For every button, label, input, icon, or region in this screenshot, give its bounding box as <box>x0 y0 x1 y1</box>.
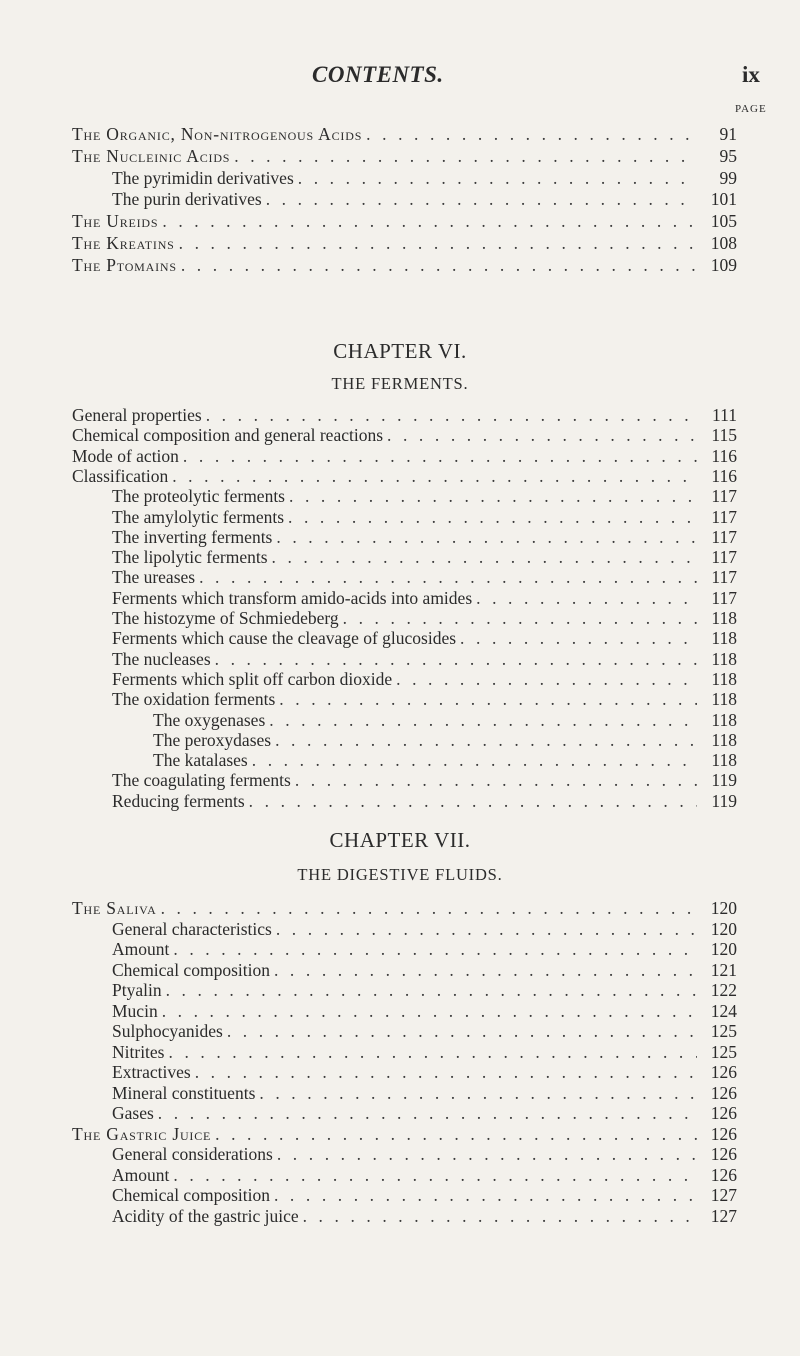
toc-entry-title: Ptyalin <box>112 980 162 1000</box>
dot-leader <box>298 168 697 189</box>
toc-entry <box>72 124 737 146</box>
toc-entry-title: Chemical composition <box>112 1185 270 1205</box>
dot-leader <box>249 791 697 812</box>
toc-entry <box>112 567 737 589</box>
dot-leader <box>266 189 697 210</box>
toc-entry-page: 101 <box>710 189 737 210</box>
dot-leader <box>259 1083 697 1104</box>
toc-entry-title: Reducing ferments <box>112 790 245 811</box>
dot-leader <box>162 1001 697 1022</box>
toc-entry <box>72 405 737 427</box>
toc-entry <box>112 689 737 711</box>
dot-leader <box>274 960 697 981</box>
toc-entry-page: 118 <box>711 709 737 730</box>
toc-entry <box>112 547 737 569</box>
toc-entry-title: Chemical composition <box>112 959 270 980</box>
toc-entry <box>112 770 737 792</box>
toc-entry-title: The pyrimidin derivatives <box>112 167 294 188</box>
toc-entry-title: The oxidation ferments <box>112 689 276 710</box>
toc-entry-title: Amount <box>112 939 170 959</box>
toc-entry-page: 111 <box>712 405 737 425</box>
toc-entry <box>112 588 737 610</box>
chapter-7-title: THE DIGESTIVE FLUIDS. <box>297 865 503 884</box>
dot-leader <box>169 1042 698 1063</box>
toc-entry <box>72 211 737 233</box>
toc-entry-page: 120 <box>710 939 737 959</box>
toc-entry-title: The Kreatins <box>72 233 175 253</box>
dot-leader <box>289 486 697 507</box>
toc-entry-title: The Nucleinic Acids <box>72 145 231 166</box>
dot-leader <box>252 750 697 771</box>
toc-entry-title: The Ureids <box>72 211 159 232</box>
toc-entry <box>112 980 737 1002</box>
toc-entry-page: 119 <box>711 790 737 811</box>
toc-entry-title: Gases <box>112 1103 154 1123</box>
toc-entry-title: The ureases <box>112 567 196 588</box>
toc-entry-page: 95 <box>719 145 737 166</box>
toc-entry-title: General considerations <box>112 1144 273 1164</box>
toc-entry-title: Ferments which split off carbon dioxide <box>112 668 393 689</box>
toc-entry-title: The proteolytic ferments <box>112 486 285 507</box>
toc-entry <box>112 791 737 813</box>
dot-leader <box>183 446 697 467</box>
toc-entry-title: The inverting ferments <box>112 526 273 547</box>
dot-leader <box>172 466 697 487</box>
toc-entry <box>72 146 737 168</box>
toc-entry-title: Extractives <box>112 1062 191 1082</box>
toc-entry <box>112 168 737 190</box>
dot-leader <box>181 255 697 276</box>
toc-entry-page: 119 <box>711 770 737 791</box>
toc-entry <box>112 1144 737 1166</box>
dot-leader <box>366 124 697 145</box>
toc-entry-page: 117 <box>711 506 737 527</box>
toc-entry <box>112 1103 737 1125</box>
toc-entry-page: 122 <box>710 980 737 1000</box>
toc-entry-page: 118 <box>711 729 737 750</box>
toc-entry-page: 117 <box>711 547 737 568</box>
toc-entry-title: Classification <box>72 465 169 486</box>
dot-leader <box>295 770 697 791</box>
chapter-6-heading: CHAPTER VI. <box>333 339 467 363</box>
toc-entry-title: The Saliva <box>72 898 157 918</box>
toc-entry-title: Amount <box>112 1164 170 1185</box>
toc-entry-page: 126 <box>710 1103 737 1123</box>
toc-entry-page: 105 <box>710 211 737 232</box>
dot-leader <box>161 898 697 919</box>
toc-entry-page: 120 <box>710 918 737 939</box>
toc-entry-title: Mucin <box>112 1000 158 1021</box>
dot-leader <box>387 425 697 446</box>
toc-entry <box>112 919 737 941</box>
toc-entry-page: 126 <box>710 1062 737 1082</box>
toc-entry <box>72 466 737 488</box>
toc-entry <box>112 1165 737 1187</box>
toc-entry-page: 118 <box>711 648 737 669</box>
dot-leader <box>276 919 697 940</box>
toc-entry <box>112 960 737 982</box>
toc-entry-page: 125 <box>710 1021 737 1041</box>
toc-entry <box>72 233 737 255</box>
page-number: ix <box>742 62 760 87</box>
dot-leader <box>279 689 697 710</box>
toc-entry <box>112 507 737 529</box>
page-column-label: PAGE <box>735 103 767 115</box>
toc-entry <box>112 1206 737 1228</box>
toc-entry <box>112 527 737 549</box>
dot-leader <box>288 507 697 528</box>
toc-entry-title: Sulphocyanides <box>112 1021 223 1041</box>
dot-leader <box>343 608 697 629</box>
toc-entry-page: 108 <box>710 233 737 253</box>
toc-entry-title: The histozyme of Schmiedeberg <box>112 608 339 628</box>
toc-entry-page: 115 <box>711 425 737 446</box>
toc-entry-title: The lipolytic ferments <box>112 547 268 568</box>
dot-leader <box>275 730 697 751</box>
toc-entry <box>153 710 737 732</box>
toc-entry <box>112 189 737 211</box>
toc-entry-title: The nucleases <box>112 648 211 669</box>
toc-entry <box>72 425 737 447</box>
toc-entry-page: 118 <box>711 689 737 710</box>
toc-entry-page: 99 <box>719 167 737 188</box>
toc-entry-title: The katalases <box>153 750 248 771</box>
toc-entry <box>72 898 737 920</box>
toc-entry-title: Chemical composition and general reactions <box>72 425 384 446</box>
toc-entry-page: 127 <box>710 1185 737 1205</box>
toc-entry-page: 116 <box>711 445 737 466</box>
toc-entry <box>72 1124 737 1146</box>
dot-leader <box>277 1144 697 1165</box>
toc-entry-page: 121 <box>710 959 737 980</box>
dot-leader <box>173 939 697 960</box>
toc-entry-title: Nitrites <box>112 1041 165 1062</box>
toc-entry <box>112 649 737 671</box>
toc-entry-page: 116 <box>711 465 737 486</box>
toc-entry-title: Mode of action <box>72 445 179 466</box>
toc-entry-page: 126 <box>710 1164 737 1185</box>
toc-entry-title: The Organic, Non-nitrogenous Acids <box>72 124 363 144</box>
toc-entry-page: 125 <box>710 1041 737 1062</box>
toc-entry-title: The coagulating ferments <box>112 770 291 791</box>
toc-entry <box>112 1021 737 1043</box>
dot-leader <box>179 233 697 254</box>
toc-entry-page: 126 <box>710 1144 737 1164</box>
toc-entry-title: Acidity of the gastric juice <box>112 1205 299 1226</box>
dot-leader <box>206 405 697 426</box>
dot-leader <box>460 628 697 649</box>
dot-leader <box>269 710 697 731</box>
toc-entry-page: 118 <box>711 668 737 689</box>
toc-entry <box>112 486 737 508</box>
toc-entry-page: 91 <box>719 124 737 144</box>
dot-leader <box>199 567 697 588</box>
toc-entry <box>112 1001 737 1023</box>
dot-leader <box>166 980 697 1001</box>
toc-entry <box>72 446 737 468</box>
toc-entry-title: General properties <box>72 405 202 425</box>
dot-leader <box>215 1124 697 1145</box>
toc-entry <box>112 1062 737 1084</box>
chapter-7-heading: CHAPTER VII. <box>329 828 471 852</box>
dot-leader <box>276 527 697 548</box>
toc-entry-page: 109 <box>710 254 737 275</box>
toc-entry-page: 118 <box>711 750 737 771</box>
dot-leader <box>195 1062 697 1083</box>
dot-leader <box>158 1103 697 1124</box>
toc-entry-title: General characteristics <box>112 918 272 939</box>
toc-entry <box>112 1083 737 1105</box>
toc-entry-page: 126 <box>710 1123 737 1144</box>
toc-entry-title: Mineral constituents <box>112 1082 256 1103</box>
dot-leader <box>173 1165 697 1186</box>
toc-entry-title: The oxygenases <box>153 709 266 730</box>
toc-entry <box>112 669 737 691</box>
toc-entry <box>153 730 737 752</box>
toc-entry-title: The purin derivatives <box>112 189 262 210</box>
toc-entry-page: 126 <box>710 1082 737 1103</box>
toc-entry <box>72 255 737 277</box>
dot-leader <box>303 1206 697 1227</box>
toc-entry-title: The peroxydases <box>153 729 272 750</box>
toc-entry <box>112 1185 737 1207</box>
toc-entry <box>112 628 737 650</box>
dot-leader <box>234 146 697 167</box>
dot-leader <box>274 1185 697 1206</box>
toc-entry-page: 118 <box>711 608 737 628</box>
toc-entry-page: 117 <box>711 486 737 507</box>
dot-leader <box>476 588 697 609</box>
dot-leader <box>272 547 697 568</box>
toc-entry-title: The amylolytic ferments <box>112 506 285 527</box>
toc-entry-title: The Gastric Juice <box>72 1123 212 1144</box>
toc-entry-page: 124 <box>710 1000 737 1021</box>
dot-leader <box>396 669 697 690</box>
dot-leader <box>227 1021 697 1042</box>
toc-entry <box>112 1042 737 1064</box>
toc-entry-page: 118 <box>711 628 737 649</box>
toc-entry-page: 127 <box>710 1205 737 1226</box>
toc-entry-title: The Ptomains <box>72 254 177 275</box>
toc-entry-page: 117 <box>711 526 737 547</box>
dot-leader <box>162 211 697 232</box>
toc-entry <box>112 608 737 630</box>
running-title: CONTENTS. <box>312 62 444 87</box>
toc-entry <box>153 750 737 772</box>
toc-entry-page: 120 <box>710 898 737 918</box>
toc-entry <box>112 939 737 961</box>
toc-entry-page: 117 <box>711 587 737 608</box>
toc-entry-title: Ferments which cause the cleavage of glucosides <box>112 628 457 649</box>
chapter-6-title: THE FERMENTS. <box>331 374 469 393</box>
toc-entry-page: 117 <box>711 567 737 588</box>
toc-entry-title: Ferments which transform amido-acids into amides <box>112 587 473 608</box>
dot-leader <box>215 649 697 670</box>
